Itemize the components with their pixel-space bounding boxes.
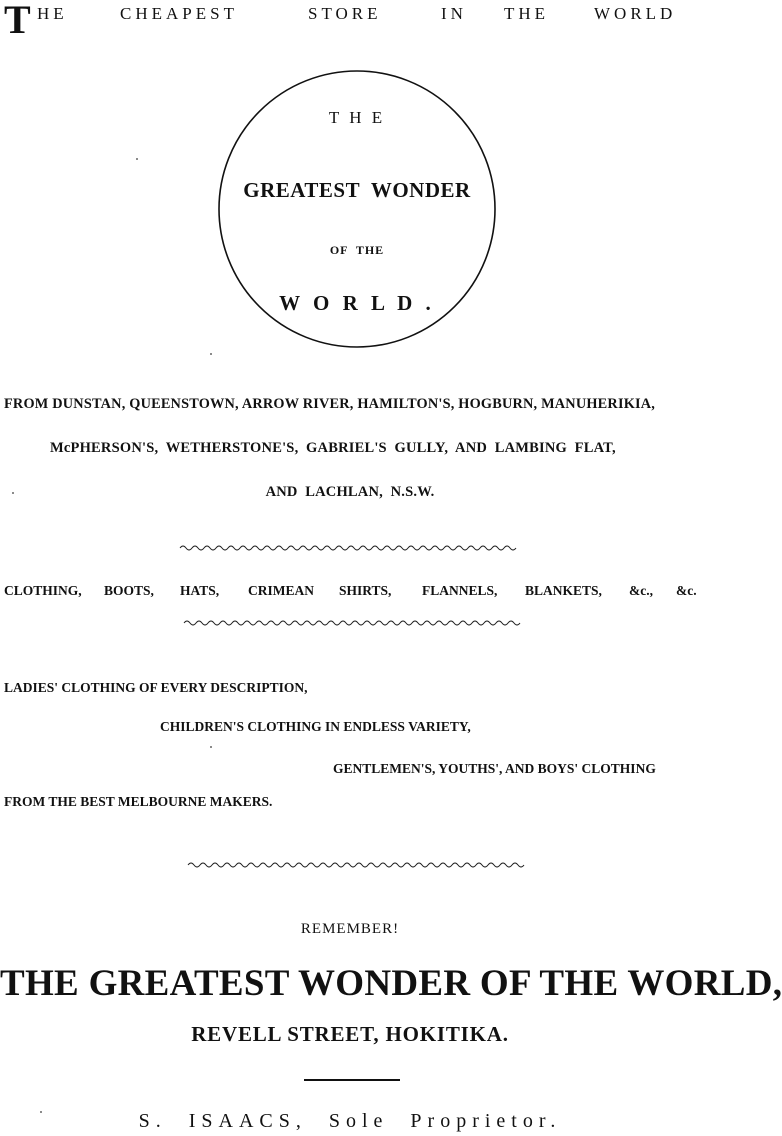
places-line-3: AND LACHLAN, N.S.W. [265, 484, 435, 500]
goods-item: CRIMEAN [248, 583, 314, 598]
goods-item: SHIRTS, [339, 583, 392, 598]
goods-item: CLOTHING, [4, 583, 82, 598]
header-word-he: HE [37, 4, 68, 23]
ladies-clothing: LADIES' CLOTHING OF EVERY DESCRIPTION, [4, 680, 308, 695]
goods-item: FLANNELS, [422, 583, 498, 598]
print-speck [210, 353, 212, 355]
wavy-rule [184, 618, 524, 628]
places-line-1: FROM DUNSTAN, QUEENSTOWN, ARROW RIVER, HAMILTON'S, HOGBURN, MANUHERIKIA, [4, 396, 656, 412]
childrens-clothing: CHILDREN'S CLOTHING IN ENDLESS VARIETY, [160, 719, 471, 734]
print-speck [136, 158, 138, 160]
remember-text: REMEMBER! [300, 921, 400, 937]
goods-item: &c. [676, 583, 697, 598]
proprietor-line: S. ISAACS, Sole Proprietor. [138, 1110, 562, 1132]
emblem-of-the: OF THE [329, 243, 385, 257]
emblem-greatest-wonder: GREATEST WONDER [243, 178, 471, 202]
places-line-2: McPHERSON'S, WETHERSTONE'S, GABRIEL'S GULLY, AND LAMBING FLAT, [50, 440, 616, 456]
emblem-world: W O R L D . [279, 291, 435, 315]
header-word-cheapest: CHEAPEST [120, 4, 238, 23]
emblem-the: T H E [328, 108, 386, 127]
main-title: THE GREATEST WONDER OF THE WORLD, [0, 963, 782, 1004]
wavy-rule [180, 543, 520, 553]
emblem-circle [216, 68, 498, 350]
drop-cap: T [4, 0, 31, 42]
goods-item: &c., [629, 583, 653, 598]
goods-item: BLANKETS, [525, 583, 602, 598]
header-word-store: STORE [308, 4, 382, 23]
header-word-the: THE [504, 4, 550, 23]
goods-item: BOOTS, [104, 583, 154, 598]
gentlemens-clothing: GENTLEMEN'S, YOUTHS', AND BOYS' CLOTHING [333, 761, 656, 776]
header-word-world: WORLD [594, 4, 677, 23]
header-word-in: IN [441, 4, 467, 23]
address: REVELL STREET, HOKITIKA. [191, 1022, 509, 1046]
header-line [4, 0, 696, 44]
divider-rule [304, 1079, 400, 1081]
wavy-rule [188, 860, 528, 870]
melbourne-makers: FROM THE BEST MELBOURNE MAKERS. [4, 794, 273, 809]
print-speck [210, 746, 212, 748]
goods-item: HATS, [180, 583, 220, 598]
